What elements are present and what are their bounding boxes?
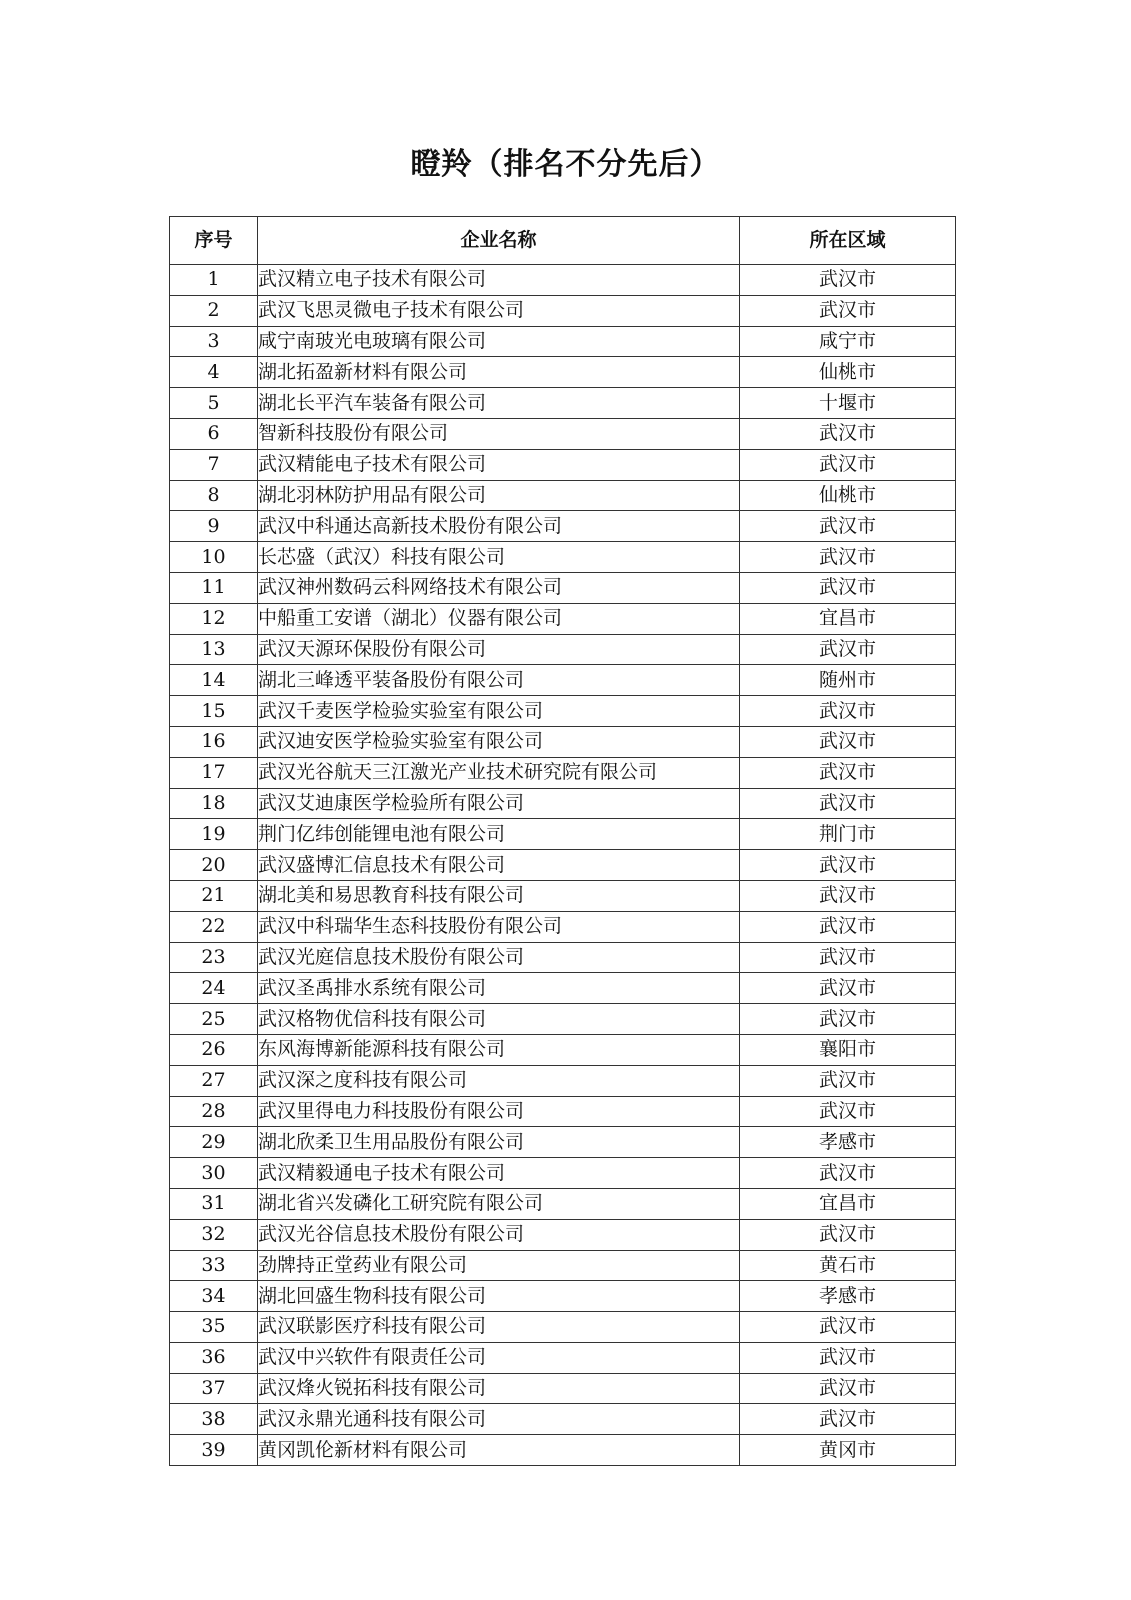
cell-no: 26 <box>170 1034 258 1065</box>
table-row <box>170 1404 956 1435</box>
table-row <box>170 265 956 296</box>
cell-no: 17 <box>170 757 258 788</box>
cell-region: 咸宁市 <box>740 326 956 357</box>
table-row <box>170 511 956 542</box>
cell-company-name: 中船重工安谱（湖北）仪器有限公司 <box>258 603 740 634</box>
cell-region: 仙桃市 <box>740 480 956 511</box>
table-row <box>170 880 956 911</box>
cell-region: 宜昌市 <box>740 1188 956 1219</box>
table-row <box>170 911 956 942</box>
cell-company-name: 武汉联影医疗科技有限公司 <box>258 1312 740 1343</box>
cell-company-name: 武汉光庭信息技术股份有限公司 <box>258 942 740 973</box>
cell-company-name: 武汉神州数码云科网络技术有限公司 <box>258 572 740 603</box>
cell-no: 11 <box>170 572 258 603</box>
cell-no: 34 <box>170 1281 258 1312</box>
cell-company-name: 荆门亿纬创能锂电池有限公司 <box>258 819 740 850</box>
cell-company-name: 劲牌持正堂药业有限公司 <box>258 1250 740 1281</box>
table-row <box>170 1219 956 1250</box>
cell-company-name: 武汉精能电子技术有限公司 <box>258 449 740 480</box>
cell-company-name: 武汉飞思灵微电子技术有限公司 <box>258 295 740 326</box>
cell-company-name: 湖北欣柔卫生用品股份有限公司 <box>258 1127 740 1158</box>
cell-no: 15 <box>170 696 258 727</box>
cell-region: 仙桃市 <box>740 357 956 388</box>
cell-region: 武汉市 <box>740 511 956 542</box>
table-row <box>170 726 956 757</box>
cell-no: 5 <box>170 388 258 419</box>
cell-company-name: 武汉永鼎光通科技有限公司 <box>258 1404 740 1435</box>
cell-region: 武汉市 <box>740 1404 956 1435</box>
table-header-row <box>170 217 956 265</box>
cell-no: 21 <box>170 880 258 911</box>
cell-region: 武汉市 <box>740 542 956 573</box>
table-row <box>170 1188 956 1219</box>
table-row <box>170 696 956 727</box>
cell-region: 武汉市 <box>740 696 956 727</box>
cell-no: 27 <box>170 1065 258 1096</box>
header-region: 所在区域 <box>740 217 956 265</box>
table-row <box>170 542 956 573</box>
table-row <box>170 1034 956 1065</box>
table-row <box>170 1435 956 1466</box>
cell-company-name: 湖北羽林防护用品有限公司 <box>258 480 740 511</box>
cell-company-name: 武汉艾迪康医学检验所有限公司 <box>258 788 740 819</box>
cell-region: 孝感市 <box>740 1127 956 1158</box>
table-row <box>170 603 956 634</box>
table-row <box>170 819 956 850</box>
cell-no: 39 <box>170 1435 258 1466</box>
table-row <box>170 449 956 480</box>
cell-company-name: 武汉光谷信息技术股份有限公司 <box>258 1219 740 1250</box>
table-row <box>170 1127 956 1158</box>
table-row <box>170 1281 956 1312</box>
cell-company-name: 湖北美和易思教育科技有限公司 <box>258 880 740 911</box>
cell-region: 襄阳市 <box>740 1034 956 1065</box>
table-row <box>170 326 956 357</box>
table-row <box>170 388 956 419</box>
cell-no: 23 <box>170 942 258 973</box>
cell-company-name: 武汉烽火锐拓科技有限公司 <box>258 1373 740 1404</box>
cell-company-name: 武汉中科通达高新技术股份有限公司 <box>258 511 740 542</box>
cell-no: 12 <box>170 603 258 634</box>
table-row <box>170 295 956 326</box>
cell-region: 武汉市 <box>740 880 956 911</box>
cell-no: 33 <box>170 1250 258 1281</box>
cell-no: 13 <box>170 634 258 665</box>
page-title: 瞪羚（排名不分先后） <box>410 147 721 182</box>
cell-region: 武汉市 <box>740 634 956 665</box>
table-row <box>170 634 956 665</box>
cell-company-name: 湖北回盛生物科技有限公司 <box>258 1281 740 1312</box>
cell-company-name: 武汉迪安医学检验实验室有限公司 <box>258 726 740 757</box>
cell-region: 武汉市 <box>740 1004 956 1035</box>
cell-no: 31 <box>170 1188 258 1219</box>
cell-company-name: 武汉精立电子技术有限公司 <box>258 265 740 296</box>
cell-region: 十堰市 <box>740 388 956 419</box>
table-row <box>170 788 956 819</box>
cell-company-name: 武汉精毅通电子技术有限公司 <box>258 1158 740 1189</box>
cell-region: 武汉市 <box>740 1096 956 1127</box>
cell-region: 武汉市 <box>740 295 956 326</box>
cell-company-name: 武汉格物优信科技有限公司 <box>258 1004 740 1035</box>
table-row <box>170 757 956 788</box>
cell-company-name: 武汉光谷航天三江激光产业技术研究院有限公司 <box>258 757 740 788</box>
cell-no: 32 <box>170 1219 258 1250</box>
cell-region: 武汉市 <box>740 911 956 942</box>
table-row <box>170 1004 956 1035</box>
cell-no: 30 <box>170 1158 258 1189</box>
cell-company-name: 湖北省兴发磷化工研究院有限公司 <box>258 1188 740 1219</box>
cell-no: 18 <box>170 788 258 819</box>
table-row <box>170 418 956 449</box>
cell-company-name: 黄冈凯伦新材料有限公司 <box>258 1435 740 1466</box>
cell-no: 29 <box>170 1127 258 1158</box>
cell-no: 6 <box>170 418 258 449</box>
cell-region: 武汉市 <box>740 757 956 788</box>
table-row <box>170 1065 956 1096</box>
cell-company-name: 咸宁南玻光电玻璃有限公司 <box>258 326 740 357</box>
cell-no: 16 <box>170 726 258 757</box>
cell-region: 武汉市 <box>740 850 956 881</box>
cell-no: 24 <box>170 973 258 1004</box>
cell-region: 武汉市 <box>740 1342 956 1373</box>
cell-region: 武汉市 <box>740 1219 956 1250</box>
cell-region: 武汉市 <box>740 418 956 449</box>
cell-no: 9 <box>170 511 258 542</box>
cell-no: 2 <box>170 295 258 326</box>
table-row <box>170 572 956 603</box>
cell-no: 38 <box>170 1404 258 1435</box>
cell-region: 武汉市 <box>740 726 956 757</box>
cell-no: 3 <box>170 326 258 357</box>
cell-no: 8 <box>170 480 258 511</box>
cell-no: 4 <box>170 357 258 388</box>
cell-company-name: 武汉天源环保股份有限公司 <box>258 634 740 665</box>
table-row <box>170 1312 956 1343</box>
cell-region: 黄石市 <box>740 1250 956 1281</box>
cell-no: 35 <box>170 1312 258 1343</box>
table-body <box>170 265 956 1466</box>
cell-company-name: 智新科技股份有限公司 <box>258 418 740 449</box>
cell-company-name: 武汉中科瑞华生态科技股份有限公司 <box>258 911 740 942</box>
cell-company-name: 长芯盛（武汉）科技有限公司 <box>258 542 740 573</box>
cell-company-name: 湖北三峰透平装备股份有限公司 <box>258 665 740 696</box>
cell-no: 1 <box>170 265 258 296</box>
cell-company-name: 武汉盛博汇信息技术有限公司 <box>258 850 740 881</box>
cell-company-name: 武汉里得电力科技股份有限公司 <box>258 1096 740 1127</box>
cell-no: 20 <box>170 850 258 881</box>
table-row <box>170 1096 956 1127</box>
cell-region: 武汉市 <box>740 942 956 973</box>
cell-region: 武汉市 <box>740 1158 956 1189</box>
table-row <box>170 357 956 388</box>
cell-no: 14 <box>170 665 258 696</box>
cell-region: 随州市 <box>740 665 956 696</box>
cell-company-name: 湖北拓盈新材料有限公司 <box>258 357 740 388</box>
cell-region: 武汉市 <box>740 1312 956 1343</box>
cell-no: 22 <box>170 911 258 942</box>
table-row <box>170 1342 956 1373</box>
table-row <box>170 1158 956 1189</box>
cell-region: 孝感市 <box>740 1281 956 1312</box>
cell-region: 武汉市 <box>740 788 956 819</box>
cell-region: 武汉市 <box>740 1065 956 1096</box>
cell-region: 武汉市 <box>740 572 956 603</box>
table-row <box>170 665 956 696</box>
table-row <box>170 1250 956 1281</box>
header-no: 序号 <box>170 217 258 265</box>
cell-region: 武汉市 <box>740 1373 956 1404</box>
cell-no: 19 <box>170 819 258 850</box>
cell-company-name: 武汉圣禹排水系统有限公司 <box>258 973 740 1004</box>
cell-no: 37 <box>170 1373 258 1404</box>
header-name: 企业名称 <box>258 217 740 265</box>
cell-region: 武汉市 <box>740 973 956 1004</box>
cell-no: 7 <box>170 449 258 480</box>
company-table <box>169 216 956 1466</box>
cell-region: 黄冈市 <box>740 1435 956 1466</box>
cell-no: 36 <box>170 1342 258 1373</box>
cell-company-name: 武汉深之度科技有限公司 <box>258 1065 740 1096</box>
cell-no: 10 <box>170 542 258 573</box>
cell-region: 荆门市 <box>740 819 956 850</box>
table-row <box>170 1373 956 1404</box>
table-row <box>170 973 956 1004</box>
cell-region: 武汉市 <box>740 265 956 296</box>
cell-company-name: 东风海博新能源科技有限公司 <box>258 1034 740 1065</box>
cell-no: 25 <box>170 1004 258 1035</box>
cell-region: 武汉市 <box>740 449 956 480</box>
table-row <box>170 480 956 511</box>
table-row <box>170 942 956 973</box>
cell-company-name: 武汉千麦医学检验实验室有限公司 <box>258 696 740 727</box>
cell-no: 28 <box>170 1096 258 1127</box>
table-row <box>170 850 956 881</box>
cell-company-name: 武汉中兴软件有限责任公司 <box>258 1342 740 1373</box>
cell-region: 宜昌市 <box>740 603 956 634</box>
cell-company-name: 湖北长平汽车装备有限公司 <box>258 388 740 419</box>
